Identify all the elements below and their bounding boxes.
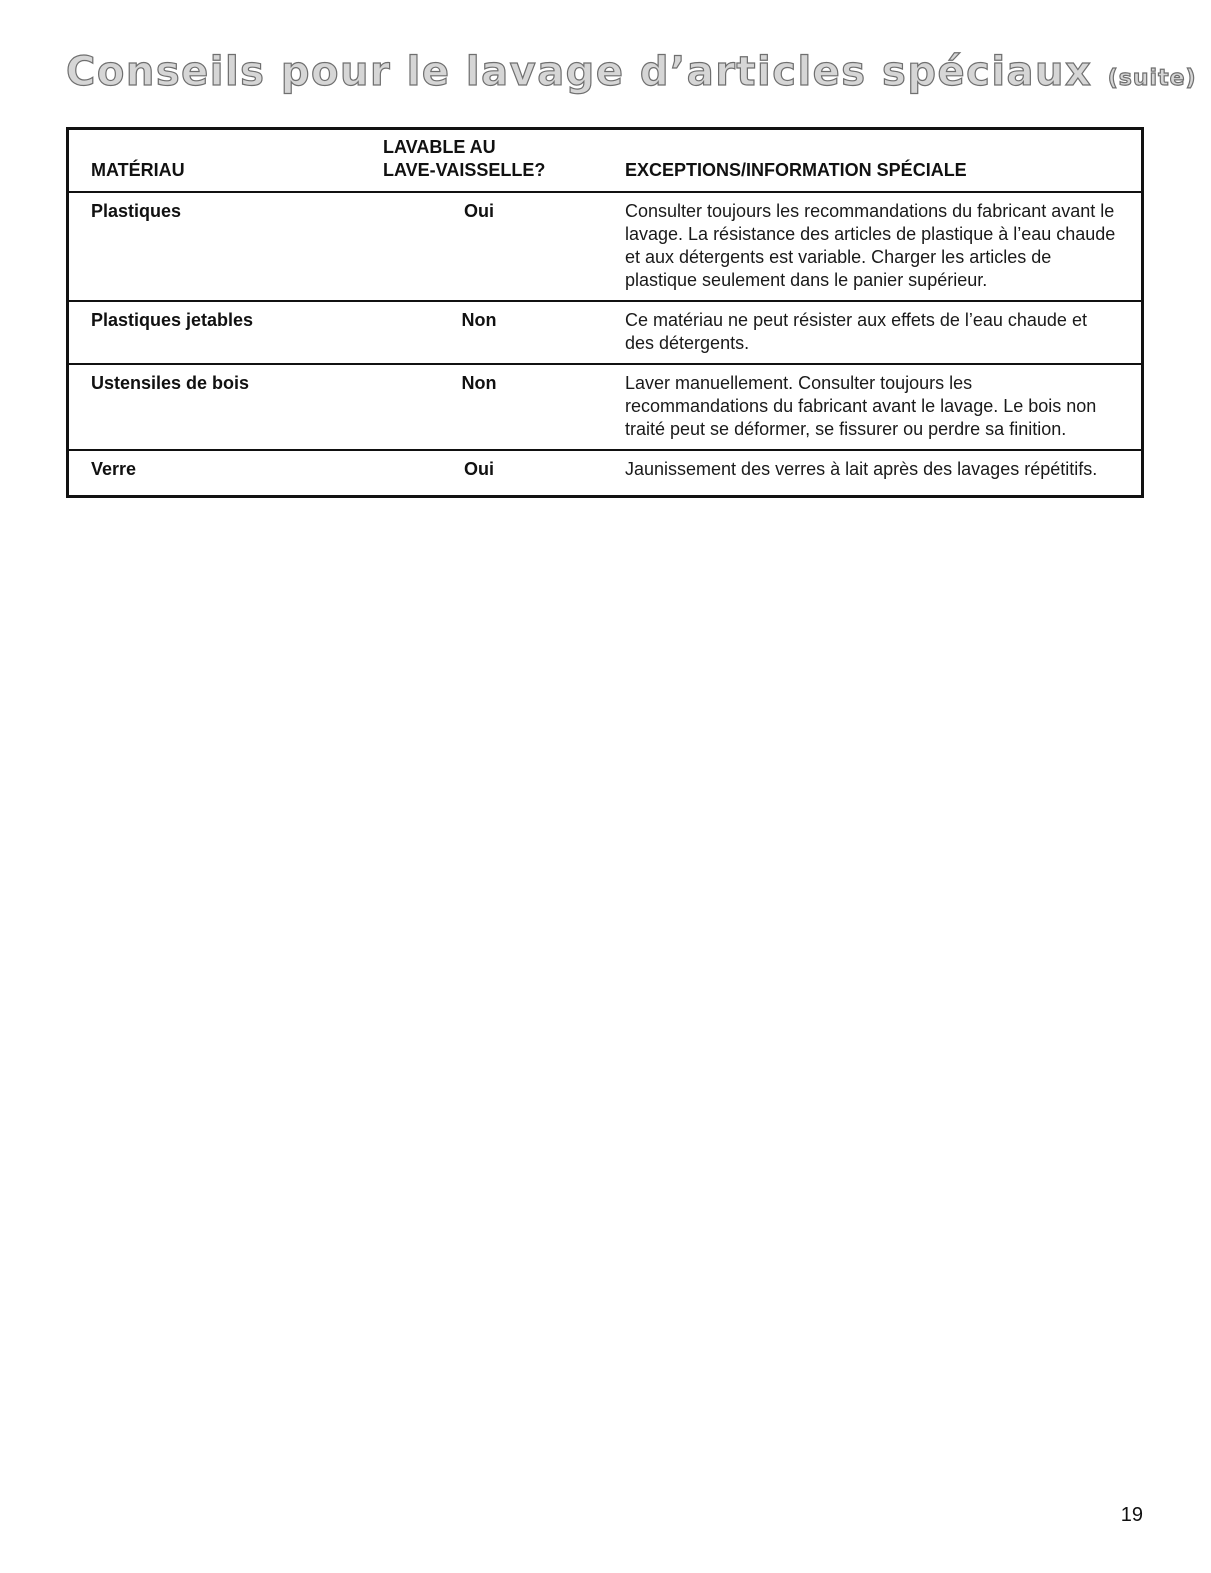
- row-info: Consulter toujours les recommandations du fabricant avant le lavage. La résistance des articles de plastique à l’eau chaude et aux détergents est variable. Charger les articles de plastique seulement dans le panier supérieur.: [595, 192, 1141, 301]
- row-washable: Non: [365, 301, 595, 364]
- header-info: EXCEPTIONS/INFORMATION SPÉCIALE: [595, 130, 1141, 192]
- row-washable: Oui: [464, 459, 494, 479]
- row-info: Laver manuellement. Consulter toujours les recommandations du fabricant avant le lavage. Le bois non traité peut se déformer, se fissurer ou perdre sa finition.: [595, 364, 1141, 450]
- table-row: [69, 301, 1141, 364]
- table-row: [69, 450, 1141, 495]
- header-material: MATÉRIAU: [69, 130, 365, 192]
- row-material: Plastiques: [69, 192, 365, 301]
- row-material: Verre: [91, 459, 137, 479]
- row-material: Plastiques jetables: [69, 301, 365, 364]
- row-info: Ce matériau ne peut résister aux effets de l’eau chaude et des détergents.: [595, 301, 1141, 364]
- row-info: Jaunissement des verres à lait après des lavages répétitifs.: [625, 459, 1098, 479]
- special-items-table: [66, 127, 1144, 498]
- row-material: Ustensiles de bois: [69, 364, 365, 450]
- page-number: 19: [1120, 1504, 1143, 1526]
- page-title-main: Conseils pour le lavage d’articles spéciaux: [66, 49, 1093, 95]
- row-washable: Oui: [365, 192, 595, 301]
- page-title-suffix: (suite): [1107, 66, 1197, 91]
- row-washable: Non: [365, 364, 595, 450]
- table-row: [69, 192, 1141, 301]
- special-items-grid: [69, 130, 1141, 495]
- header-washable-line1: LAVABLE AU: [383, 137, 496, 157]
- page-title: [66, 49, 1197, 95]
- header-washable-line2: LAVE-VAISSELLE?: [383, 160, 546, 180]
- table-row: [69, 364, 1141, 450]
- table-header-row: [69, 130, 1141, 192]
- header-washable: [365, 130, 595, 192]
